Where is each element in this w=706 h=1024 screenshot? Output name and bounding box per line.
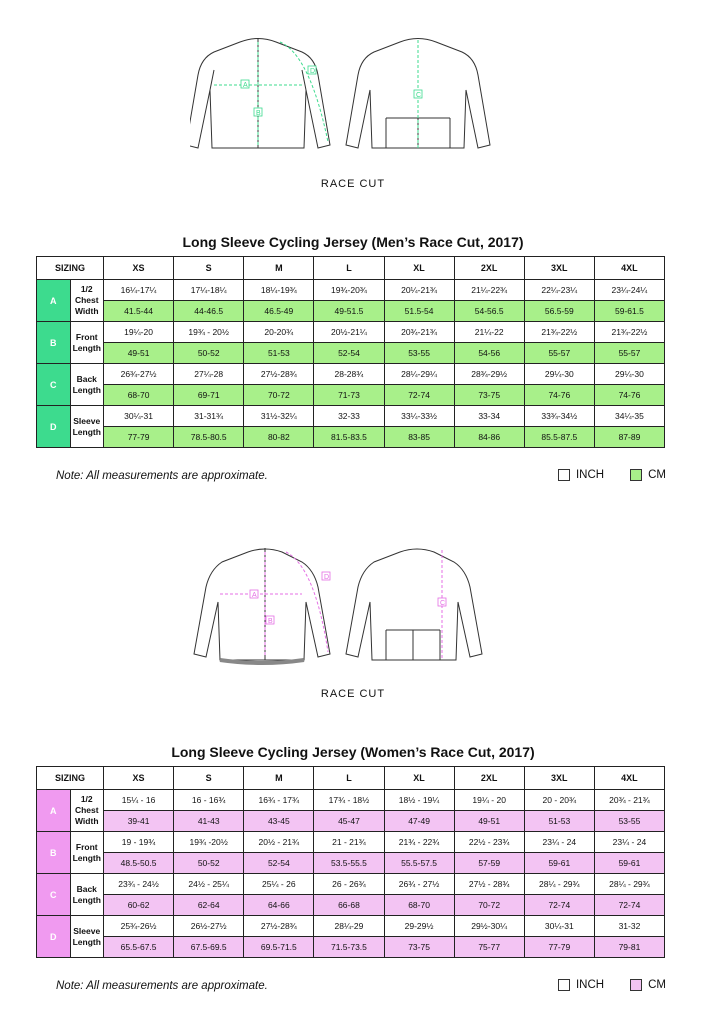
men-jersey-front-back-illustration	[190, 30, 520, 160]
inch-cell: 21¾ - 22¾	[384, 832, 454, 853]
measurement-label	[70, 406, 104, 448]
size-header: 2XL	[454, 257, 524, 280]
cm-cell: 79-81	[594, 937, 664, 958]
measurement-label-line: Sleeve	[73, 925, 101, 936]
inch-cell: 21¾-22½	[524, 322, 594, 343]
cm-cell: 46.5-49	[244, 301, 314, 322]
cm-cell: 71-73	[314, 385, 384, 406]
cm-cell: 59-61.5	[594, 301, 664, 322]
cm-cell: 57-59	[454, 853, 524, 874]
table-row-cm	[37, 343, 665, 364]
inch-cell: 23¼-24¼	[594, 280, 664, 301]
women-table-title: Long Sleeve Cycling Jersey (Women’s Race Cut, 2017)	[171, 744, 535, 760]
inch-cell: 29¼-30	[524, 364, 594, 385]
table-row-cm	[37, 301, 665, 322]
measurement-label-line: 1/2	[80, 284, 93, 294]
inch-cell: 33¼-33½	[384, 406, 454, 427]
inch-cell: 32-33	[314, 406, 384, 427]
women-race-cut-label: RACE CUT	[320, 688, 386, 700]
measurement-label-line: Sleeve	[73, 415, 101, 426]
inch-cell: 21¼-22	[454, 322, 524, 343]
inch-cell: 29-29½	[384, 916, 454, 937]
measurement-label-line: Width	[74, 306, 99, 316]
inch-cell: 19¾-20¾	[314, 280, 384, 301]
inch-cell: 31-32	[594, 916, 664, 937]
table-row-inch	[37, 874, 665, 895]
sizing-header: SIZING	[37, 257, 104, 280]
cm-swatch	[630, 469, 642, 481]
table-header-row	[37, 257, 665, 280]
table-row-cm	[37, 811, 665, 832]
cm-cell: 55-57	[594, 343, 664, 364]
size-header: XS	[104, 767, 174, 790]
table-header-row	[37, 767, 665, 790]
inch-swatch	[558, 979, 570, 991]
inch-cell: 30¼-31	[524, 916, 594, 937]
inch-cell: 16¼-17¼	[104, 280, 174, 301]
cm-cell: 77-79	[104, 427, 174, 448]
cm-cell: 59-61	[524, 853, 594, 874]
men-legend	[558, 469, 666, 481]
inch-cell: 20-20¾	[244, 322, 314, 343]
size-header: XL	[384, 257, 454, 280]
measurement-letter: A	[37, 790, 71, 832]
inch-cell: 25¼ - 26	[244, 874, 314, 895]
inch-cell: 17¼-18¼	[174, 280, 244, 301]
cm-cell: 44-46.5	[174, 301, 244, 322]
inch-cell: 20¾-21¾	[384, 322, 454, 343]
inch-cell: 27½-28¾	[244, 364, 314, 385]
size-header: L	[314, 257, 384, 280]
inch-cell: 25¾-26½	[104, 916, 174, 937]
cm-cell: 68-70	[384, 895, 454, 916]
svg-text:B: B	[256, 110, 261, 117]
measurement-letter: B	[37, 322, 71, 364]
table-row-cm	[37, 427, 665, 448]
cm-cell: 51.5-54	[384, 301, 454, 322]
women-note: Note: All measurements are approximate.	[56, 980, 268, 992]
measurement-label	[70, 832, 104, 874]
inch-legend-label: INCH	[575, 979, 605, 991]
inch-cell: 26¾-27½	[104, 364, 174, 385]
cm-cell: 65.5-67.5	[104, 937, 174, 958]
inch-cell: 28¼ - 29¾	[524, 874, 594, 895]
inch-legend-label: INCH	[575, 469, 605, 481]
cm-cell: 70-72	[454, 895, 524, 916]
inch-cell: 26¾ - 27½	[384, 874, 454, 895]
size-header: 3XL	[524, 257, 594, 280]
inch-cell: 21 - 21¾	[314, 832, 384, 853]
inch-cell: 18½ - 19¼	[384, 790, 454, 811]
inch-cell: 17¾ - 18½	[314, 790, 384, 811]
inch-cell: 28-28¾	[314, 364, 384, 385]
cm-cell: 59-61	[594, 853, 664, 874]
men-table-title: Long Sleeve Cycling Jersey (Men’s Race Cut, 2017)	[182, 234, 524, 250]
inch-cell: 20½ - 21¾	[244, 832, 314, 853]
svg-text:C: C	[440, 600, 446, 607]
table-row-inch	[37, 364, 665, 385]
size-header: XS	[104, 257, 174, 280]
men-jersey-diagrams	[0, 30, 706, 165]
cm-cell: 87-89	[594, 427, 664, 448]
measurement-label	[70, 916, 104, 958]
inch-cell: 22½ - 23¾	[454, 832, 524, 853]
cm-cell: 64-66	[244, 895, 314, 916]
measurement-label	[70, 364, 104, 406]
cm-cell: 39-41	[104, 811, 174, 832]
cm-cell: 60-62	[104, 895, 174, 916]
cm-swatch	[630, 979, 642, 991]
inch-cell: 16 - 16¾	[174, 790, 244, 811]
cm-cell: 84-86	[454, 427, 524, 448]
table-row-cm	[37, 385, 665, 406]
cm-cell: 49-51.5	[314, 301, 384, 322]
svg-text:B: B	[268, 618, 273, 625]
size-header: S	[174, 767, 244, 790]
size-header: M	[244, 257, 314, 280]
size-header: L	[314, 767, 384, 790]
cm-cell: 68-70	[104, 385, 174, 406]
table-row-inch	[37, 916, 665, 937]
measurement-label-line: Length	[72, 384, 101, 395]
cm-cell: 69-71	[174, 385, 244, 406]
cm-cell: 50-52	[174, 853, 244, 874]
table-row-cm	[37, 937, 665, 958]
measurement-label-line: Back	[76, 883, 97, 894]
cm-cell: 55.5-57.5	[384, 853, 454, 874]
size-header: 3XL	[524, 767, 594, 790]
measurement-label-line: Length	[72, 342, 101, 353]
inch-cell: 24½ - 25¼	[174, 874, 244, 895]
women-jersey-front-back-illustration	[190, 542, 520, 672]
svg-text:D: D	[324, 574, 330, 581]
measurement-letter: D	[37, 406, 71, 448]
cm-legend-label: CM	[648, 469, 666, 481]
svg-text:A: A	[252, 592, 257, 599]
cm-cell: 50-52	[174, 343, 244, 364]
cm-cell: 48.5-50.5	[104, 853, 174, 874]
inch-cell: 20½-21¼	[314, 322, 384, 343]
inch-cell: 34¼-35	[594, 406, 664, 427]
inch-cell: 20¾ - 21¾	[594, 790, 664, 811]
inch-cell: 33-34	[454, 406, 524, 427]
table-row-inch	[37, 790, 665, 811]
cm-cell: 72-74	[524, 895, 594, 916]
inch-cell: 28¼-29¼	[384, 364, 454, 385]
cm-cell: 41.5-44	[104, 301, 174, 322]
cm-cell: 51-53	[244, 343, 314, 364]
inch-cell: 28¾-29½	[454, 364, 524, 385]
size-header: XL	[384, 767, 454, 790]
inch-cell: 19¼-20	[104, 322, 174, 343]
inch-cell: 21¼-22¾	[454, 280, 524, 301]
inch-cell: 19¾ -20½	[174, 832, 244, 853]
svg-text:C: C	[416, 92, 422, 99]
men-race-cut-label: RACE CUT	[320, 178, 386, 190]
inch-cell: 18¼-19¾	[244, 280, 314, 301]
cm-cell: 56.5-59	[524, 301, 594, 322]
measurement-label-line: Front	[75, 841, 98, 852]
inch-cell: 20¼-21¾	[384, 280, 454, 301]
inch-cell: 33¾-34½	[524, 406, 594, 427]
inch-cell: 23¼ - 24	[594, 832, 664, 853]
table-row-inch	[37, 406, 665, 427]
cm-cell: 53-55	[594, 811, 664, 832]
cm-cell: 45-47	[314, 811, 384, 832]
inch-cell: 31½-32¼	[244, 406, 314, 427]
cm-legend-label: CM	[648, 979, 666, 991]
svg-text:A: A	[243, 82, 248, 89]
cm-cell: 66-68	[314, 895, 384, 916]
measurement-label-line: Length	[72, 894, 101, 905]
cm-cell: 74-76	[594, 385, 664, 406]
cm-cell: 85.5-87.5	[524, 427, 594, 448]
measurement-label	[70, 280, 104, 322]
inch-cell: 16¾ - 17¾	[244, 790, 314, 811]
measurement-label-line: 1/2	[80, 794, 93, 804]
table-row-inch	[37, 280, 665, 301]
inch-cell: 27½-28¾	[244, 916, 314, 937]
cm-cell: 71.5-73.5	[314, 937, 384, 958]
cm-cell: 51-53	[524, 811, 594, 832]
cm-cell: 54-56	[454, 343, 524, 364]
measurement-label	[70, 874, 104, 916]
cm-cell: 74-76	[524, 385, 594, 406]
table-row-inch	[37, 322, 665, 343]
svg-text:D: D	[310, 68, 316, 75]
cm-cell: 81.5-83.5	[314, 427, 384, 448]
cm-cell: 77-79	[524, 937, 594, 958]
cm-cell: 75-77	[454, 937, 524, 958]
inch-swatch	[558, 469, 570, 481]
cm-cell: 53-55	[384, 343, 454, 364]
cm-cell: 80-82	[244, 427, 314, 448]
table-row-cm	[37, 895, 665, 916]
measurement-label-line: Chest	[74, 805, 99, 815]
inch-cell: 23¼ - 24	[524, 832, 594, 853]
size-header: M	[244, 767, 314, 790]
cm-cell: 49-51	[454, 811, 524, 832]
measurement-label-line: Front	[75, 331, 98, 342]
measurement-letter: C	[37, 364, 71, 406]
measurement-label-line: Length	[72, 936, 101, 947]
inch-cell: 19 - 19¾	[104, 832, 174, 853]
inch-cell: 19¾ - 20½	[174, 322, 244, 343]
inch-cell: 30¼-31	[104, 406, 174, 427]
cm-cell: 73-75	[454, 385, 524, 406]
size-header: 4XL	[594, 767, 664, 790]
size-header: 4XL	[594, 257, 664, 280]
inch-cell: 27½ - 28¾	[454, 874, 524, 895]
cm-cell: 49-51	[104, 343, 174, 364]
measurement-label-line: Length	[72, 426, 101, 437]
measurement-letter: A	[37, 280, 71, 322]
inch-cell: 26 - 26¾	[314, 874, 384, 895]
inch-cell: 28¼ - 29¾	[594, 874, 664, 895]
measurement-label	[70, 790, 104, 832]
inch-cell: 29½-30¼	[454, 916, 524, 937]
cm-cell: 43-45	[244, 811, 314, 832]
measurement-label-line: Chest	[74, 295, 99, 305]
cm-cell: 72-74	[594, 895, 664, 916]
women-size-table	[36, 766, 665, 958]
cm-cell: 62-64	[174, 895, 244, 916]
women-jersey-diagrams	[0, 542, 706, 677]
cm-cell: 41-43	[174, 811, 244, 832]
measurement-letter: D	[37, 916, 71, 958]
cm-cell: 67.5-69.5	[174, 937, 244, 958]
cm-cell: 55-57	[524, 343, 594, 364]
measurement-label	[70, 322, 104, 364]
men-note: Note: All measurements are approximate.	[56, 470, 268, 482]
inch-cell: 27¼-28	[174, 364, 244, 385]
measurement-label-line: Length	[72, 852, 101, 863]
cm-cell: 78.5-80.5	[174, 427, 244, 448]
inch-cell: 23¾ - 24½	[104, 874, 174, 895]
cm-cell: 72-74	[384, 385, 454, 406]
cm-cell: 70-72	[244, 385, 314, 406]
cm-cell: 73-75	[384, 937, 454, 958]
measurement-label-line: Back	[76, 373, 97, 384]
table-row-cm	[37, 853, 665, 874]
inch-cell: 20 - 20¾	[524, 790, 594, 811]
measurement-letter: C	[37, 874, 71, 916]
inch-cell: 15¼ - 16	[104, 790, 174, 811]
sizing-header: SIZING	[37, 767, 104, 790]
cm-cell: 47-49	[384, 811, 454, 832]
inch-cell: 22¼-23¼	[524, 280, 594, 301]
size-header: 2XL	[454, 767, 524, 790]
cm-cell: 69.5-71.5	[244, 937, 314, 958]
cm-cell: 52-54	[314, 343, 384, 364]
men-size-table	[36, 256, 665, 448]
inch-cell: 19¼ - 20	[454, 790, 524, 811]
measurement-letter: B	[37, 832, 71, 874]
measurement-label-line: Width	[74, 816, 99, 826]
inch-cell: 28¼-29	[314, 916, 384, 937]
cm-cell: 53.5-55.5	[314, 853, 384, 874]
inch-cell: 29¼-30	[594, 364, 664, 385]
inch-cell: 31-31¾	[174, 406, 244, 427]
inch-cell: 26½-27½	[174, 916, 244, 937]
inch-cell: 21¾-22½	[594, 322, 664, 343]
cm-cell: 83-85	[384, 427, 454, 448]
table-row-inch	[37, 832, 665, 853]
cm-cell: 52-54	[244, 853, 314, 874]
women-legend	[558, 979, 666, 991]
cm-cell: 54-56.5	[454, 301, 524, 322]
size-header: S	[174, 257, 244, 280]
